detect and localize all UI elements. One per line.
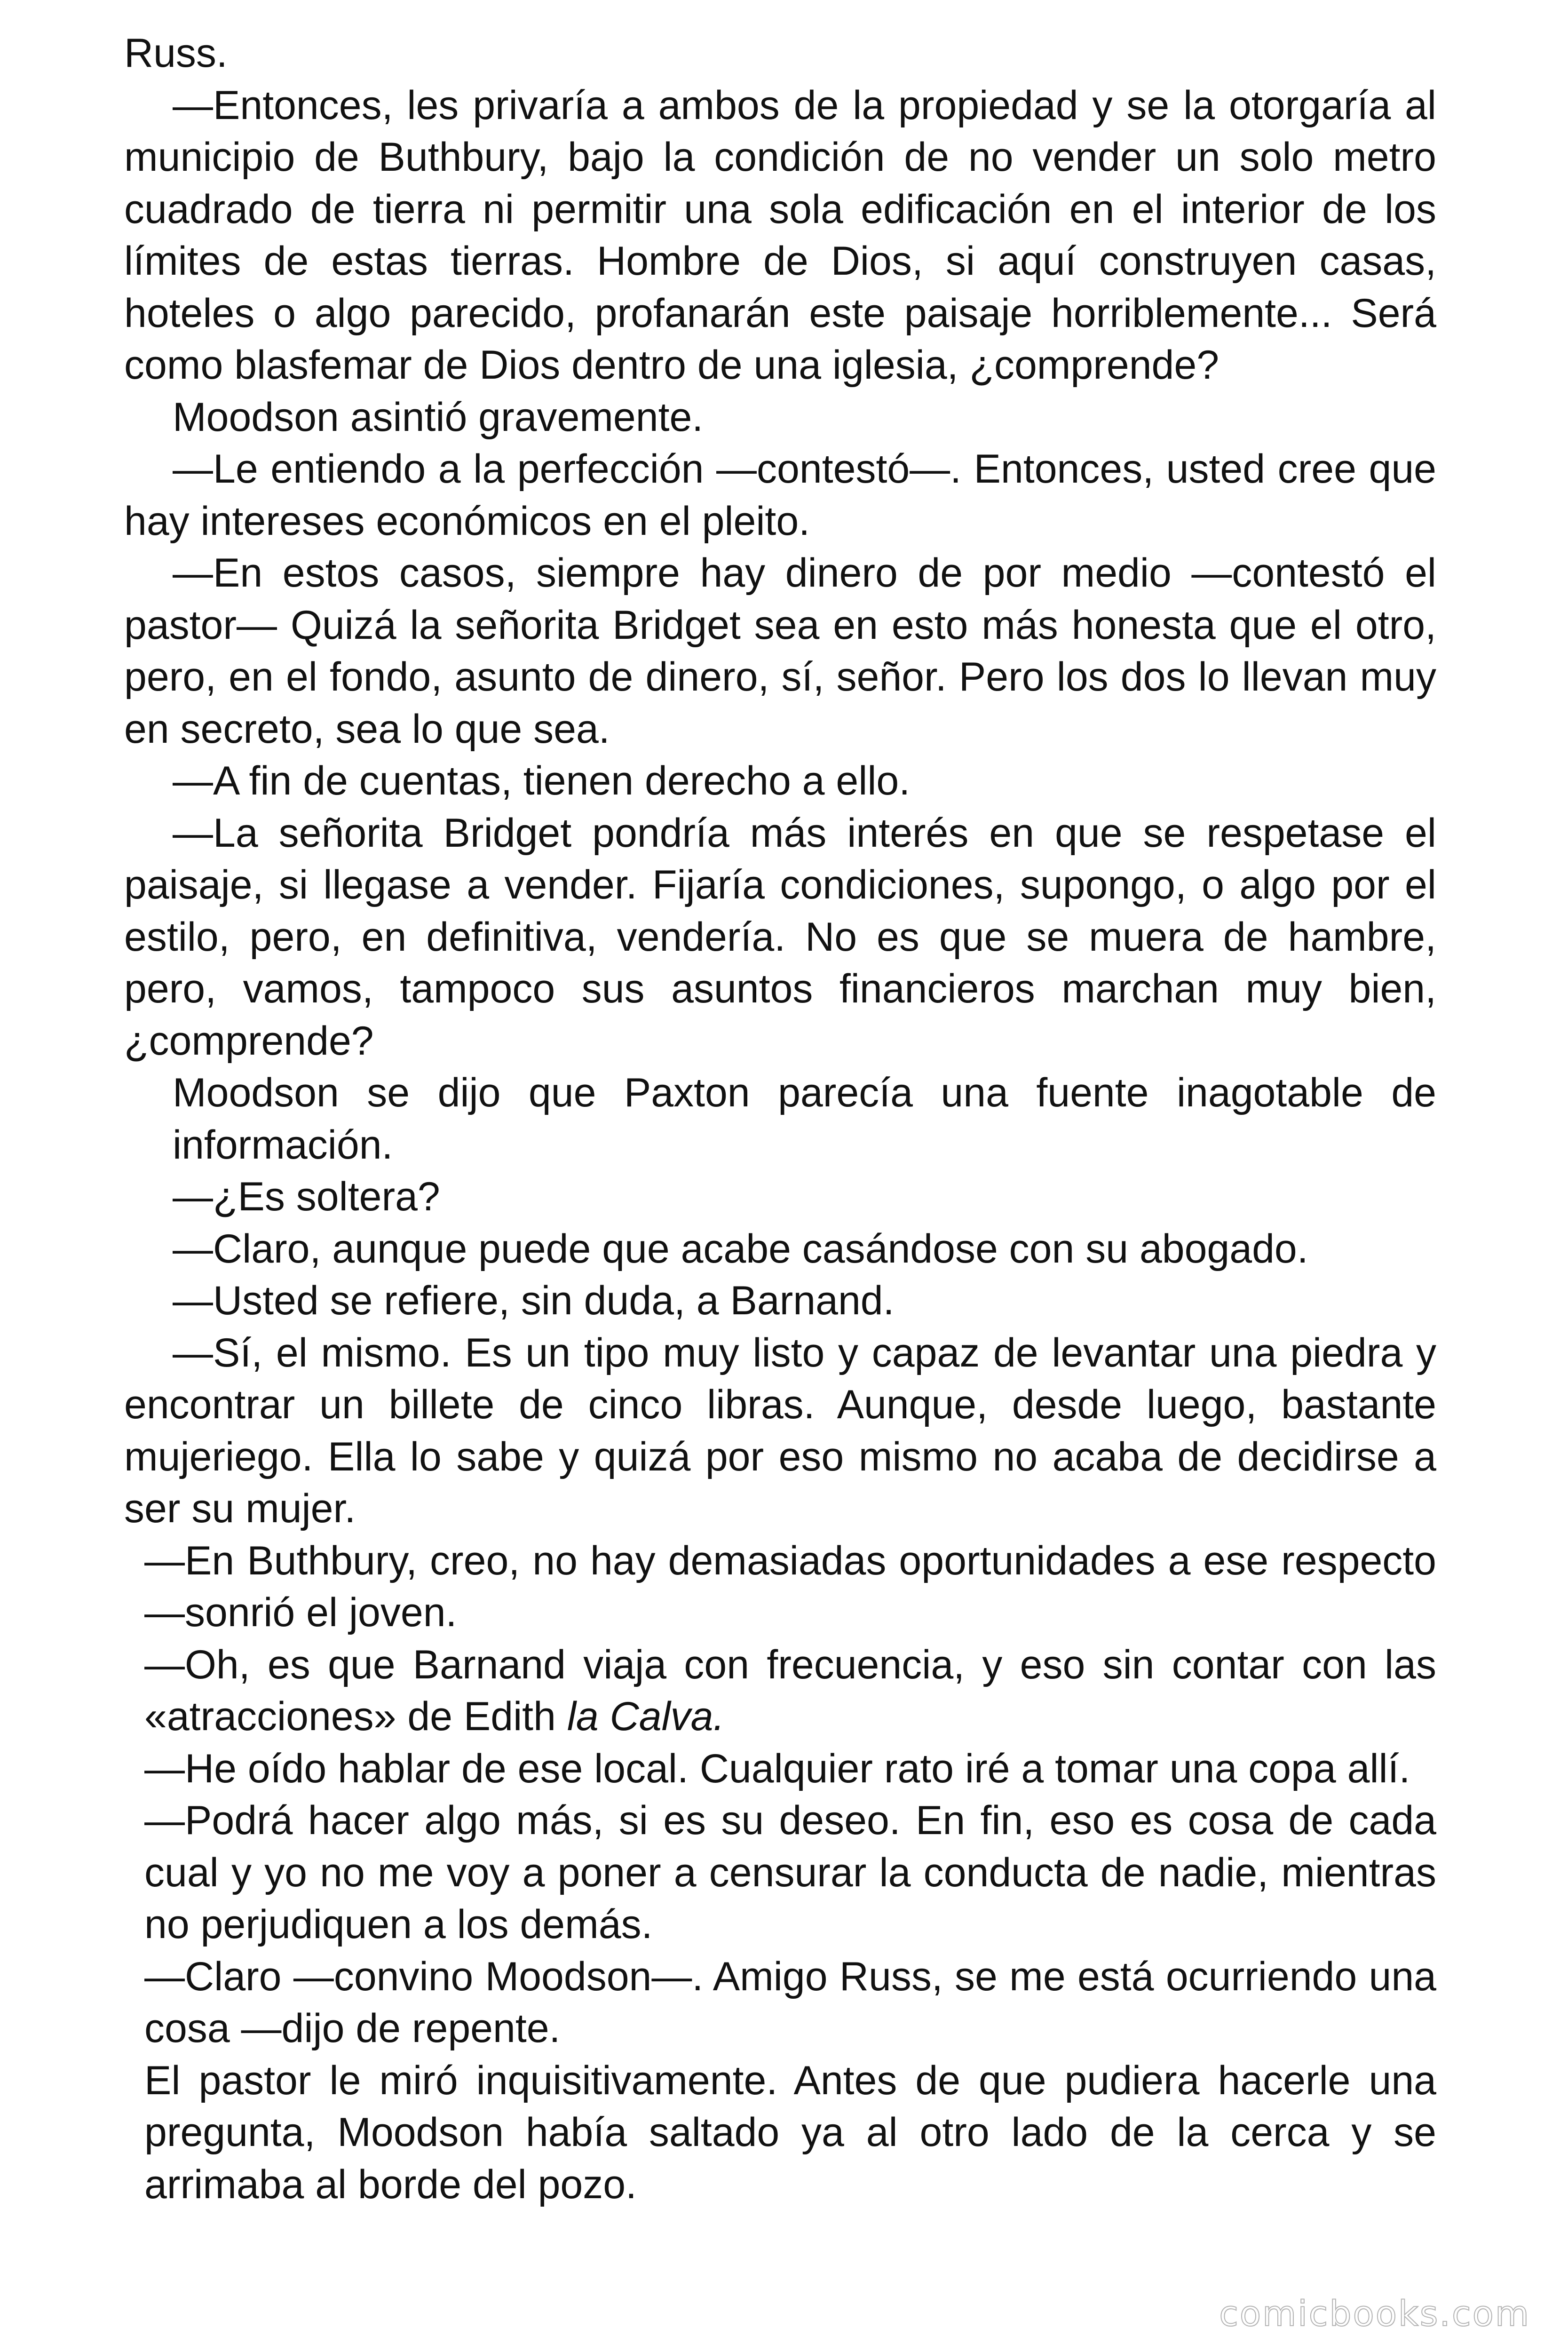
paragraph: Moodson asintió gravemente. [173, 394, 704, 440]
watermark: comicbooks.com [1219, 2294, 1530, 2334]
paragraph: El pastor le miró inquisitivamente. Antes de que pudiera hacerle una pregunta, Moodson había saltado ya al otro lado de la cerca y se arrimaba al borde del pozo. [144, 2058, 1436, 2207]
paragraph: —Claro, aunque puede que acabe casándose con su abogado. [173, 1226, 1308, 1271]
paragraph: —Podrá hacer algo más, si es su deseo. En fin, eso es cosa de cada cual y yo no me voy a poner a censurar la conducta de nadie, mientras no perjudiquen a los demás. [144, 1798, 1436, 1947]
italic-phrase: la Calva. [567, 1694, 725, 1739]
paragraph: —¿Es soltera? [173, 1174, 440, 1219]
paragraph: Russ. [124, 31, 228, 76]
page-body-text [124, 27, 1436, 2210]
paragraph: —He oído hablar de ese local. Cualquier rato iré a tomar una copa allí. [144, 1746, 1410, 1791]
paragraph: —Le entiendo a la perfección —contestó—. Entonces, usted cree que hay intereses económicos en el pleito. [124, 446, 1436, 544]
paragraph: —A fin de cuentas, tienen derecho a ello. [173, 758, 911, 803]
paragraph: —En estos casos, siempre hay dinero de por medio —contestó el pastor— Quizá la señorita Bridget sea en esto más honesta que el otro, pero, en el fondo, asunto de dinero, sí, señor. Pero los dos lo llevan muy en secreto, sea lo que sea. [124, 550, 1436, 752]
paragraph: —Usted se refiere, sin duda, a Barnand. [173, 1278, 895, 1323]
paragraph: —En Buthbury, creo, no hay demasiadas oportunidades a ese respecto —sonrió el joven. [144, 1538, 1436, 1635]
paragraph: —Claro —convino Moodson—. Amigo Russ, se me está ocurriendo una cosa —dijo de repente. [144, 1954, 1436, 2051]
paragraph: —Sí, el mismo. Es un tipo muy listo y capaz de levantar una piedra y encontrar un billete de cinco libras. Aunque, desde luego, bastante mujeriego. Ella lo sabe y quizá por eso mismo no acaba de decidirse a ser su mujer. [124, 1330, 1436, 1531]
paragraph: —La señorita Bridget pondría más interés en que se respetase el paisaje, si llegase a vender. Fijaría condiciones, supongo, o algo por el estilo, pero, en definitiva, vendería. No es que se muera de hambre, pero, vamos, tampoco sus asuntos financieros marchan muy bien, ¿comprende? [124, 810, 1436, 1064]
paragraph-text: —Oh, es que Barnand viaja con frecuencia, y eso sin contar con las «atracciones» de Edith [144, 1642, 1436, 1739]
paragraph [144, 1639, 1436, 1743]
paragraph: Moodson se dijo que Paxton parecía una fuente inagotable de información. [173, 1070, 1436, 1168]
paragraph: —Entonces, les privaría a ambos de la propiedad y se la otorgaría al municipio de Buthbury, bajo la condición de no vender un solo metro cuadrado de tierra ni permitir una sola edificación en el interior de los límites de estas tierras. Hombre de Dios, si aquí construyen casas, hoteles o algo parecido, profanarán este paisaje horriblemente... Será como blasfemar de Dios dentro de una iglesia, ¿comprende? [124, 82, 1436, 388]
